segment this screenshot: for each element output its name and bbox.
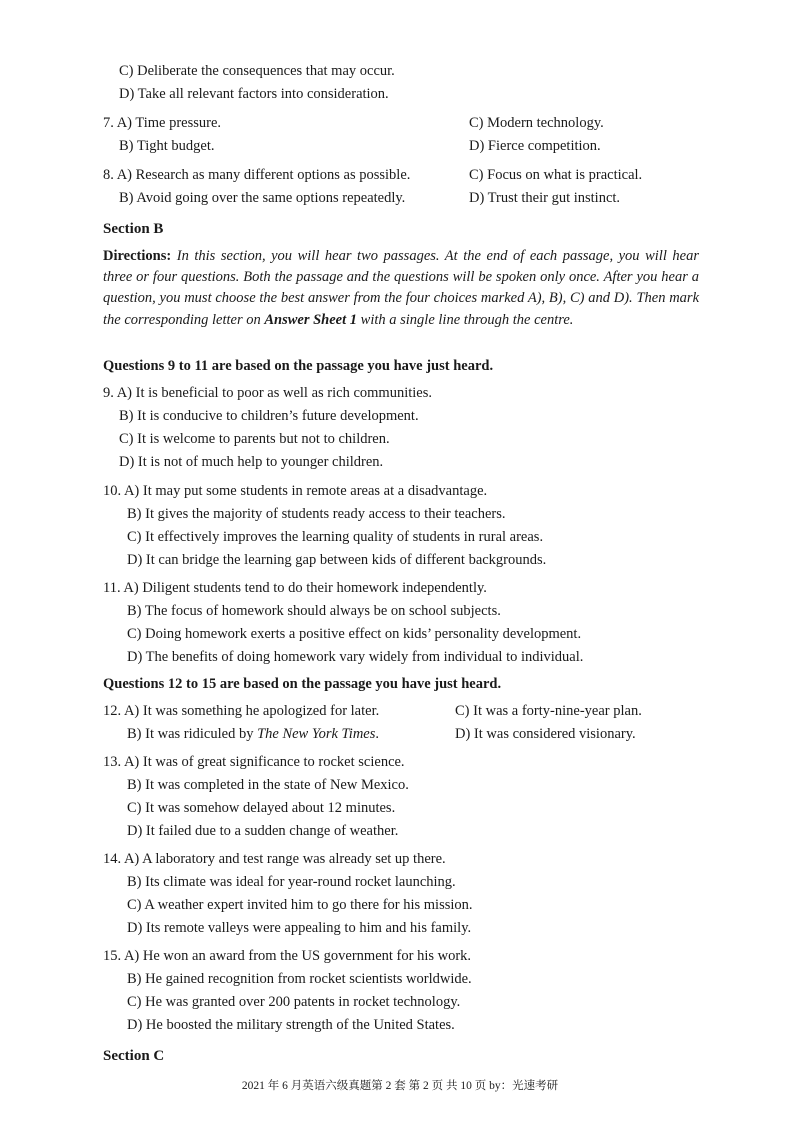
group2-heading: Questions 12 to 15 are based on the passage you have just heard. xyxy=(103,676,502,692)
q14-option-c[interactable]: C) A weather expert invited him to go there for his mission. xyxy=(127,897,473,913)
q13-option-c[interactable]: C) It was somehow delayed about 12 minutes. xyxy=(127,800,396,816)
directions-label: Directions: xyxy=(103,248,172,264)
group1-heading: Questions 9 to 11 are based on the passage you have just heard. xyxy=(103,358,494,374)
q12-option-b-title: The New York Times xyxy=(257,726,376,742)
section-b-title: Section B xyxy=(103,221,164,237)
q9-option-d[interactable]: D) It is not of much help to younger children. xyxy=(119,454,384,470)
q10-option-c[interactable]: C) It effectively improves the learning quality of students in rural areas. xyxy=(127,529,544,545)
q10-option-a[interactable]: 10. A) It may put some students in remote areas at a disadvantage. xyxy=(103,483,488,499)
q11-option-a[interactable]: 11. A) Diligent students tend to do their homework independently. xyxy=(103,580,487,596)
q11-option-c[interactable]: C) Doing homework exerts a positive effect on kids’ personality development. xyxy=(127,626,582,642)
q12-option-a[interactable]: 12. A) It was something he apologized for later. xyxy=(103,703,380,719)
q7-option-b[interactable]: B) Tight budget. xyxy=(119,138,215,154)
q9-option-b[interactable]: B) It is conducive to children’s future development. xyxy=(119,408,419,424)
q7-option-d[interactable]: D) Fierce competition. xyxy=(469,138,601,154)
q11-option-d[interactable]: D) The benefits of doing homework vary widely from individual to individual. xyxy=(127,649,584,665)
q15-option-b[interactable]: B) He gained recognition from rocket scientists worldwide. xyxy=(127,971,472,987)
q14-option-d[interactable]: D) Its remote valleys were appealing to him and his family. xyxy=(127,920,472,936)
q8-option-c[interactable]: C) Focus on what is practical. xyxy=(469,167,643,183)
q15-option-c[interactable]: C) He was granted over 200 patents in rocket technology. xyxy=(127,994,461,1010)
q7-option-c[interactable]: C) Modern technology. xyxy=(469,115,604,131)
q7-option-a[interactable]: 7. A) Time pressure. xyxy=(103,115,222,131)
q9-option-a[interactable]: 9. A) It is beneficial to poor as well as rich communities. xyxy=(103,385,432,401)
q6-option-d[interactable]: D) Take all relevant factors into consideration. xyxy=(119,86,389,102)
q10-option-d[interactable]: D) It can bridge the learning gap between kids of different backgrounds. xyxy=(127,552,547,568)
section-b-directions xyxy=(103,246,699,331)
q8-option-d[interactable]: D) Trust their gut instinct. xyxy=(469,190,621,206)
directions-text-1: In this section, you will hear two passages. At the end of each passage, you will hear three or four questions. Both the passage and the questions will be spoken only once. After you hear a question, you must choose the best answer from the four choices marked A), B), C) and D). Then mark the corresponding letter on xyxy=(103,248,699,328)
q11-option-b[interactable]: B) The focus of homework should always be on school subjects. xyxy=(127,603,501,619)
q15-option-d[interactable]: D) He boosted the military strength of the United States. xyxy=(127,1017,455,1033)
section-c-title: Section C xyxy=(103,1048,165,1064)
q12-option-c[interactable]: C) It was a forty-nine-year plan. xyxy=(455,703,642,719)
q8-option-b[interactable]: B) Avoid going over the same options repeatedly. xyxy=(119,190,406,206)
q12-option-b-end: . xyxy=(375,726,380,742)
q14-option-a[interactable]: 14. A) A laboratory and test range was already set up there. xyxy=(103,851,446,867)
q13-option-d[interactable]: D) It failed due to a sudden change of weather. xyxy=(127,823,399,839)
q15-option-a[interactable]: 15. A) He won an award from the US government for his work. xyxy=(103,948,472,964)
q13-option-b[interactable]: B) It was completed in the state of New Mexico. xyxy=(127,777,409,793)
directions-answer-sheet: Answer Sheet 1 xyxy=(264,311,358,328)
q9-option-c[interactable]: C) It is welcome to parents but not to children. xyxy=(119,431,390,447)
q12-option-d[interactable]: D) It was considered visionary. xyxy=(455,726,636,742)
directions-text-2: with a single line through the centre. xyxy=(357,311,574,328)
q6-option-c[interactable]: C) Deliberate the consequences that may occur. xyxy=(119,63,395,79)
q8-option-a[interactable]: 8. A) Research as many different options as possible. xyxy=(103,167,411,183)
q10-option-b[interactable]: B) It gives the majority of students ready access to their teachers. xyxy=(127,506,506,522)
q14-option-b[interactable]: B) Its climate was ideal for year-round rocket launching. xyxy=(127,874,456,890)
q12-option-b[interactable] xyxy=(127,726,379,743)
q12-option-b-text: B) It was ridiculed by xyxy=(127,726,258,742)
page-footer: 2021 年 6 月英语六级真题第 2 套 第 2 页 共 10 页 by：光速考研 xyxy=(241,1080,559,1092)
q13-option-a[interactable]: 13. A) It was of great significance to rocket science. xyxy=(103,754,405,770)
